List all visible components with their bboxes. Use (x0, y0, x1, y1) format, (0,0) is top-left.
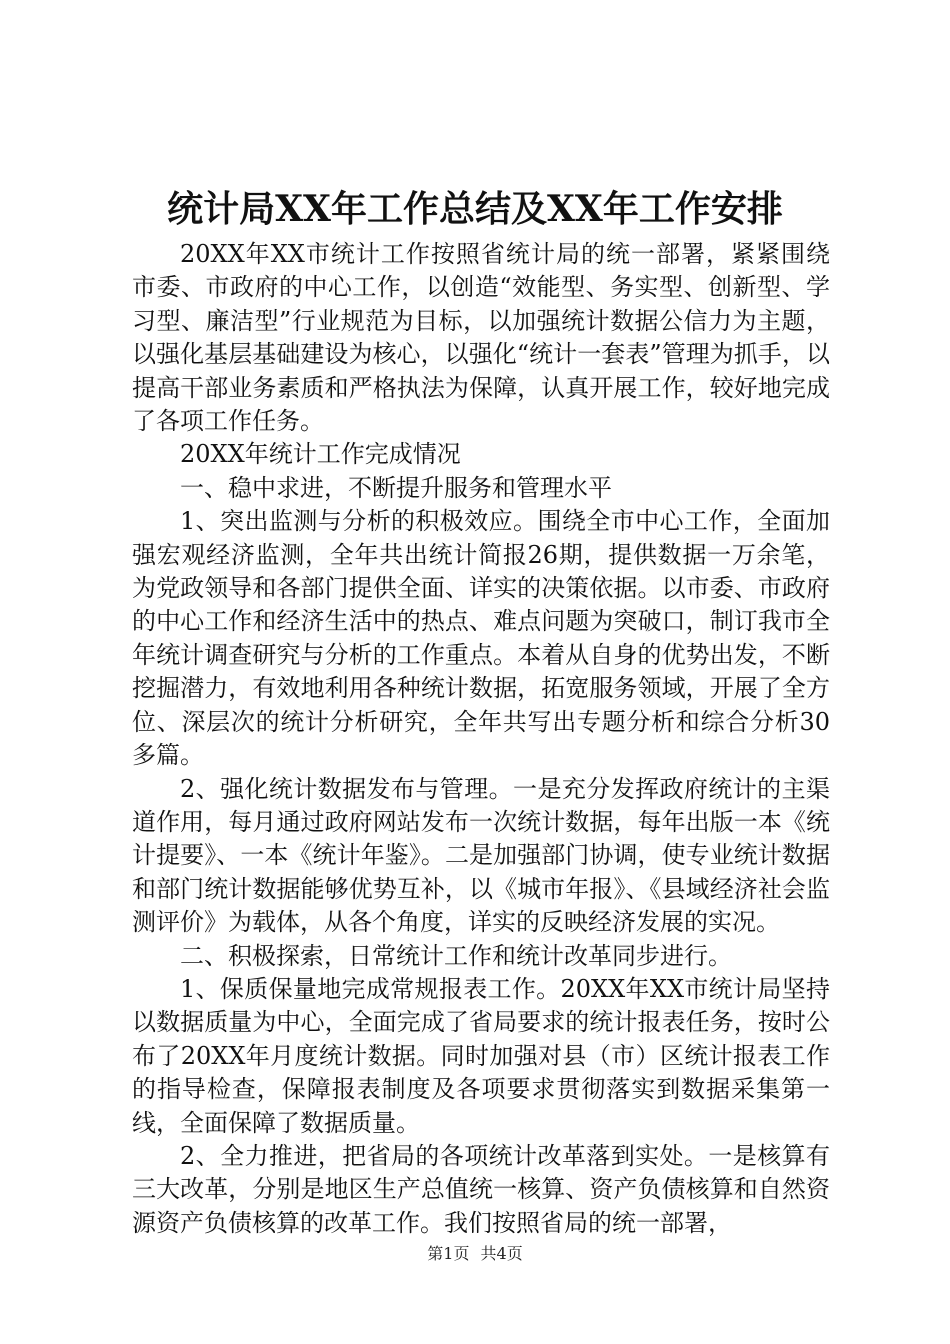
section-heading: 20XX年统计工作完成情况 (180, 440, 461, 469)
section-heading: 一、稳中求进，不断提升服务和管理水平 (180, 473, 612, 502)
paragraph: 1、保质保量地完成常规报表工作。20XX年XX市统计局坚持以数据质量为中心，全面完成了省局要求的统计报表任务，按时公布了20XX年月度统计数据。同时加强对县（市）区统计报表工作的指导检查，保障报表制度及各项要求贯彻落实到数据采集第一线，全面保障了数据质量。 (132, 974, 830, 1137)
paragraph: 1、突出监测与分析的积极效应。围绕全市中心工作，全面加强宏观经济监测，全年共出统计简报26期，提供数据一万余笔，为党政领导和各部门提供全面、详实的决策依据。以市委、市政府的中心工作和经济生活中的热点、难点问题为突破口，制订我市全年统计调查研究与分析的工作重点。本着从自身的优势出发，不断挖掘潜力，有效地利用各种统计数据，拓宽服务领域，开展了全方位、深层次的统计分析研究，全年共写出专题分析和综合分析30多篇。 (132, 507, 830, 770)
paragraph: 2、强化统计数据发布与管理。一是充分发挥政府统计的主渠道作用，每月通过政府网站发布一次统计数据，每年出版一本《统计提要》、一本《统计年鉴》。二是加强部门协调，使专业统计数据和部门统计数据能够优势互补，以《城市年报》、《县域经济社会监测评价》为载体，从各个角度，详实的反映经济发展的实况。 (132, 774, 830, 937)
page-total: 共4页 (480, 1244, 523, 1263)
page-number: 第1页 (427, 1244, 470, 1263)
document-title: 统计局XX年工作总结及XX年工作安排 (167, 188, 783, 230)
paragraph: 2、全力推进，把省局的各项统计改革落到实处。一是核算有三大改革，分别是地区生产总值统一核算、资产负债核算和自然资源资产负债核算的改革工作。我们按照省局的统一部署， (132, 1141, 830, 1237)
page-footer (0, 1242, 950, 1266)
paragraph: 20XX年XX市统计工作按照省统计局的统一部署，紧紧围绕市委、市政府的中心工作，以创造“效能型、务实型、创新型、学习型、廉洁型”行业规范为目标，以加强统计数据公信力为主题，以强化基层基础建设为核心，以强化“统计一套表”管理为抓手，以提高干部业务素质和严格执法为保障，认真开展工作，较好地完成了各项工作任务。 (132, 240, 830, 436)
document-body (132, 238, 830, 1240)
section-heading: 二、积极探索，日常统计工作和统计改革同步进行。 (180, 941, 732, 970)
